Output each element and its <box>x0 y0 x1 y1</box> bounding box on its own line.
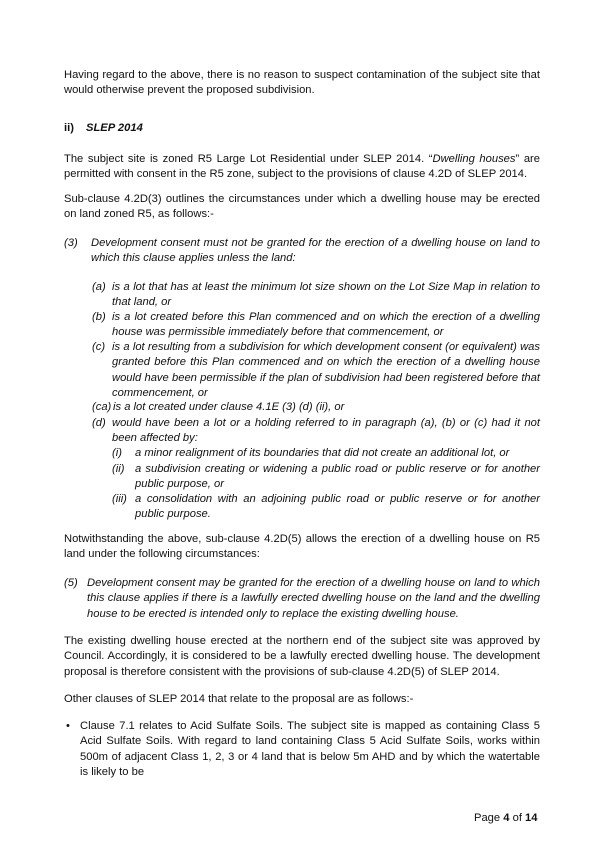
footer-page-number: 4 <box>503 812 510 824</box>
paragraph-zoning-part2: ” are permitted with consent in the R5 zone, subject to the provisions of clause 4.2D of SLEP 2014. <box>64 153 540 181</box>
paragraph-zoning-part1: The subject site is zoned R5 Large Lot Residential under SLEP 2014. “ <box>64 153 433 165</box>
footer-total-pages: 14 <box>525 812 538 824</box>
section-heading-number: ii) <box>64 122 74 134</box>
section-heading-title: SLEP 2014 <box>86 122 143 134</box>
paragraph-zoning-emphasis: Dwelling houses <box>432 153 516 165</box>
clause-item-text: would have been a lot or a holding referred to in paragraph (a), (b) or (c) had it not been affected by: <box>112 417 540 445</box>
clause-item-text: is a lot created before this Plan commenced and on which the erection of a dwelling house was permissible immediately before that commencement, or <box>112 311 540 339</box>
clause-item-number: (b) <box>92 311 106 323</box>
section-heading <box>64 122 143 134</box>
subclause-number: (iii) <box>112 493 127 505</box>
clause-5-number: (5) <box>64 577 78 589</box>
clause-5-text: Development consent may be granted for the erection of a dwelling house on land to which this clause applies if there is a lawfully erected dwelling house on the land and the dwelling house to be erected is intended only to replace the existing dwelling house. <box>87 577 540 620</box>
paragraph-notwithstanding: Notwithstanding the above, sub-clause 4.2D(5) allows the erection of a dwelling house on R5 land under the following circumstances: <box>64 533 540 561</box>
subclause-text: a consolidation with an adjoining public road or public reserve or for another public purpose. <box>135 493 540 521</box>
paragraph-existing-dwelling: The existing dwelling house erected at the northern end of the subject site was approved by Council. Accordingly, it is considered to be a lawfully erected dwelling house. The development proposal is therefore consistent with the provisions of sub-clause 4.2D(5) of SLEP 2014. <box>64 635 540 678</box>
subclause-number: (ii) <box>112 463 125 475</box>
clause-item-text: is a lot that has at least the minimum lot size shown on the Lot Size Map in relation to that land, or <box>112 281 540 309</box>
clause-3-text: Development consent must not be granted for the erection of a dwelling house on land to which this clause applies unless the land: <box>91 237 540 265</box>
subclause-text: a subdivision creating or widening a public road or public reserve or for another public purpose, or <box>135 463 540 491</box>
clause-item-number: (d) <box>92 417 106 429</box>
subclause-text: a minor realignment of its boundaries that did not create an additional lot, or <box>135 447 510 459</box>
clause-item-number: (ca) <box>92 401 112 413</box>
bullet-acid-sulfate: Clause 7.1 relates to Acid Sulfate Soils. The subject site is mapped as containing Class 5 Acid Sulfate Soils. With regard to land containing Class 5 Acid Sulfate Soils, works within 500m of adjacent Class 1, 2, 3 or 4 land that is below 5m AHD and by which the watertable is likely to be <box>80 720 540 779</box>
clause-item-text: is a lot resulting from a subdivision for which development consent (or equivalent) was granted before this Plan commenced and on which the erection of a dwelling house would have been permissible if the plan of subdivision had been registered before that commencement, or <box>112 341 540 400</box>
bullet-icon: • <box>66 720 70 732</box>
subclause-number: (i) <box>112 447 122 459</box>
clause-3-number: (3) <box>64 237 78 249</box>
paragraph-zoning <box>64 152 540 183</box>
clause-item-number: (c) <box>92 341 106 353</box>
paragraph-subclause-intro: Sub-clause 4.2D(3) outlines the circumstances under which a dwelling house may be erected on land zoned R5, as follows:- <box>64 193 540 221</box>
paragraph-contamination: Having regard to the above, there is no reason to suspect contamination of the subject site that would otherwise prevent the proposed subdivision. <box>64 69 540 97</box>
clause-item-text: is a lot created under clause 4.1E (3) (d) (ii), or <box>113 401 345 413</box>
paragraph-other-clauses: Other clauses of SLEP 2014 that relate to the proposal are as follows:- <box>64 693 414 705</box>
footer-of: of <box>509 812 526 824</box>
page-footer <box>474 812 537 824</box>
clause-item-number: (a) <box>92 281 106 293</box>
footer-prefix: Page <box>474 812 504 824</box>
